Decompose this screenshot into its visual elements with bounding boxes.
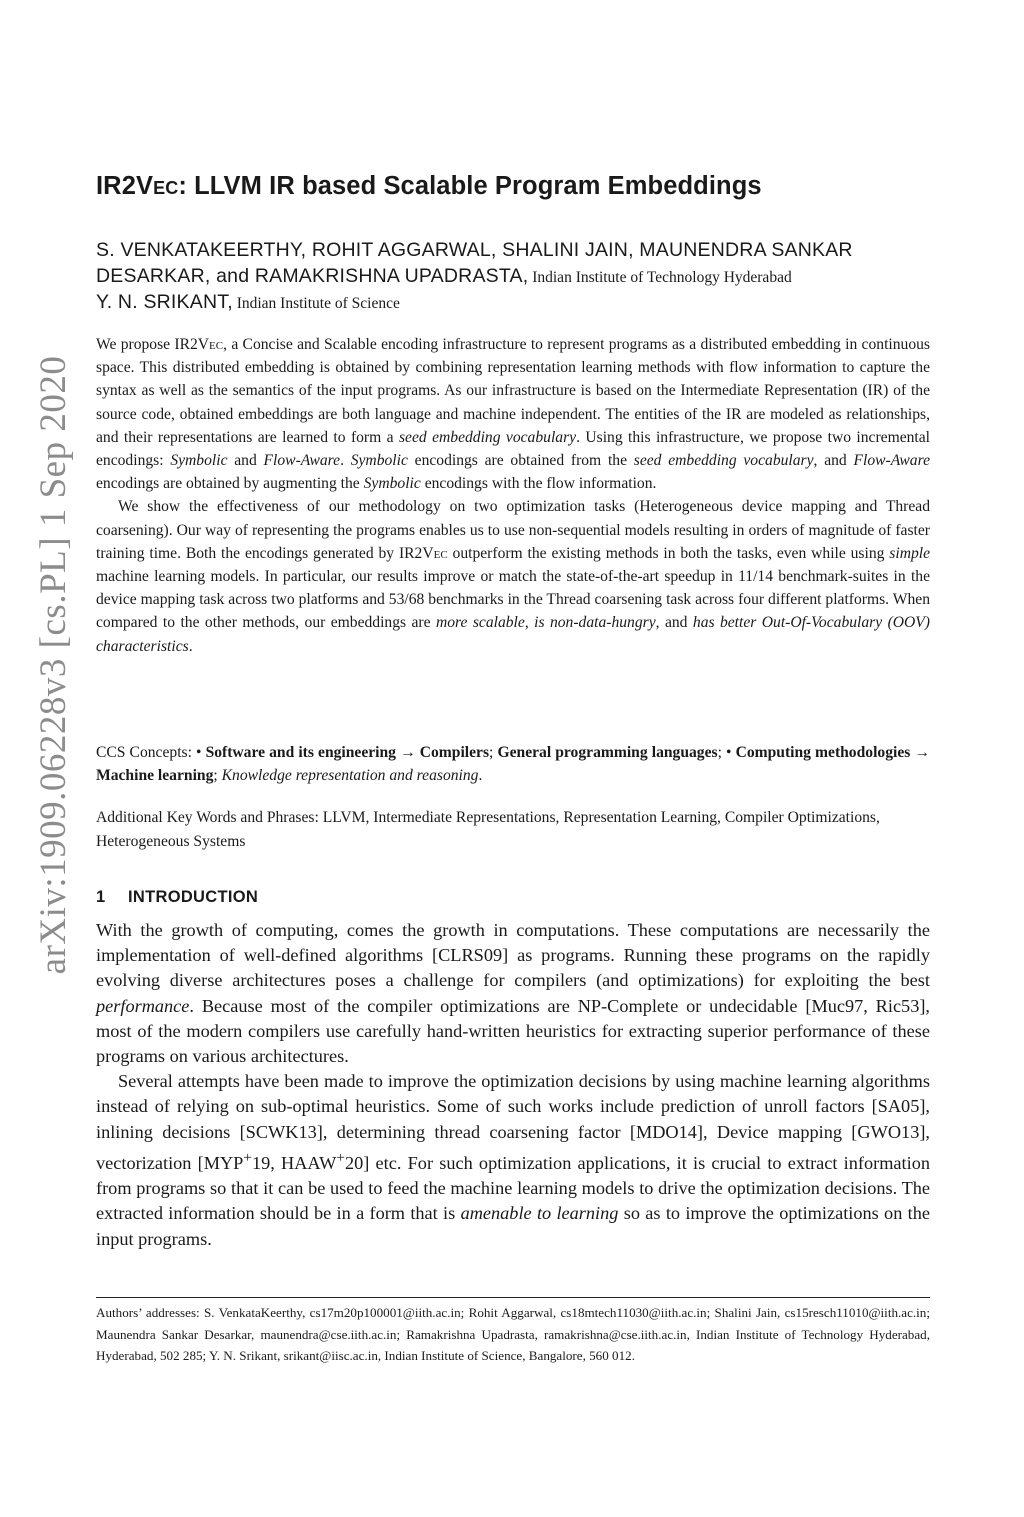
ccs-concepts: CCS Concepts: • Software and its engineering → Compilers; General programming languages; • Computing methodologies → Machine learning; Knowledge representation and reasoning. xyxy=(96,744,931,784)
author-line-3: Y. N. SRIKANT, Indian Institute of Science xyxy=(96,291,400,313)
arxiv-sidebar-stamp: arXiv:1909.06228v3 [cs.PL] 1 Sep 2020 xyxy=(33,355,74,975)
author-block xyxy=(96,238,930,316)
author-line-1: S. VENKATAKEERTHY, ROHIT AGGARWAL, SHALINI JAIN, MAUNENDRA SANKAR xyxy=(96,239,853,261)
additional-keywords: Additional Key Words and Phrases: LLVM, Intermediate Representations, Representation Learning, Compiler Optimizations, Heterogeneous Systems xyxy=(96,809,880,850)
section-number: 1 xyxy=(96,888,106,906)
abstract xyxy=(96,333,930,658)
section-heading-introduction xyxy=(96,888,930,907)
section-title: INTRODUCTION xyxy=(128,888,259,906)
paper-title: IR2Vec: LLVM IR based Scalable Program Embeddings xyxy=(96,172,762,200)
intro-paragraph-1: With the growth of computing, comes the growth in computations. These computations are necessarily the implementation of well-defined algorithms [CLRS09] as programs. Running these programs on the rapidly evolving diverse architectures poses a challenge for compilers (and optimizations) for exploiting the best performance. Because most of the compiler optimizations are NP-Complete or undecidable [Muc97, Ric53], most of the modern compilers use carefully hand-written heuristics for extracting superior performance of these programs on various architectures. xyxy=(96,920,930,1067)
footnote-rule xyxy=(96,1297,930,1298)
abstract-paragraph-2: We show the effectiveness of our methodology on two optimization tasks (Heterogeneous device mapping and Thread coarsening). Our way of representing the programs enables us to use non-sequential models resulting in orders of magnitude of faster training time. Both the encodings generated by IR2Vec outperform the existing methods in both the tasks, even while using simple machine learning models. In particular, our results improve or match the state-of-the-art speedup in 11/14 benchmark-suites in the device mapping task across two platforms and 53/68 benchmarks in the Thread coarsening task across four different platforms. When compared to the other methods, our embeddings are more scalable, is non-data-hungry, and has better Out-Of-Vocabulary (OOV) characteristics. xyxy=(96,498,931,655)
author-line-2: DESARKAR, and RAMAKRISHNA UPADRASTA, Indian Institute of Technology Hyderabad xyxy=(96,265,792,287)
abstract-paragraph-1: We propose IR2Vec, a Concise and Scalable encoding infrastructure to represent programs as a distributed embedding in continuous space. This distributed embedding is obtained by combining representation learning methods with flow information to capture the syntax as well as the semantics of the input programs. As our infrastructure is based on the Intermediate Representation (IR) of the source code, obtained embeddings are both language and machine independent. The entities of the IR are modeled as relationships, and their representations are learned to form a seed embedding vocabulary. Using this infrastructure, we propose two incremental encodings: Symbolic and Flow-Aware. Symbolic encodings are obtained from the seed embedding vocabulary, and Flow-Aware encodings are obtained by augmenting the Symbolic encodings with the flow information. xyxy=(96,336,931,493)
authors-addresses-footnote: Authors’ addresses: S. VenkataKeerthy, cs17m20p100001@iith.ac.in; Rohit Aggarwal, cs18mtech11030@iith.ac.in; Shalini Jain, cs15resch11010@iith.ac.in; Maunendra Sankar Desarkar, maunendra@cse.iith.ac.in; Ramakrishna Upadrasta, ramakrishna@cse.iith.ac.in, Indian Institute of Technology Hyderabad, Hyderabad, 502 285; Y. N. Srikant, srikant@iisc.ac.in, Indian Institute of Science, Bangalore, 560 012. xyxy=(96,1305,930,1363)
introduction-body xyxy=(96,918,930,1252)
intro-paragraph-2: Several attempts have been made to improve the optimization decisions by using machine learning algorithms instead of relying on sub-optimal heuristics. Some of such works include prediction of unroll factors [SA05], inlining decisions [SCWK13], determining thread coarsening factor [MDO14], Device mapping [GWO13], vectorization [MYP+19, HAAW+20] etc. For such optimization applications, it is crucial to extract information from programs so that it can be used to feed the machine learning models to drive the optimization decisions. The extracted information should be in a form that is amenable to learning so as to improve the optimizations on the input programs. xyxy=(96,1071,930,1249)
